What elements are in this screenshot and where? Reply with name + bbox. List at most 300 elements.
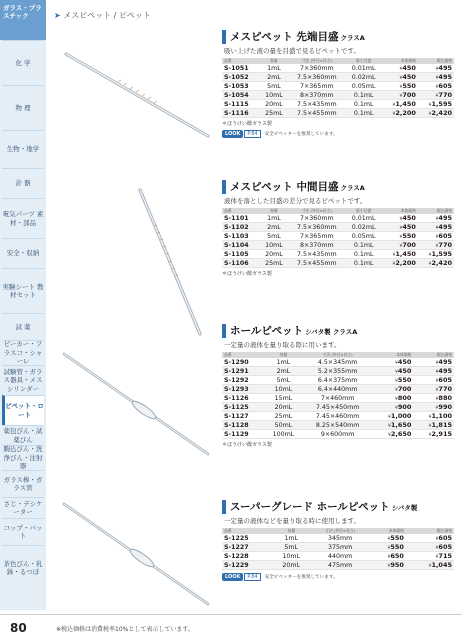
product-size: 7.5×435mm bbox=[288, 100, 345, 109]
table-header-cell: 品番 bbox=[222, 352, 264, 358]
tax-price-cell bbox=[413, 421, 454, 430]
yen-sign: ¥ bbox=[428, 262, 432, 267]
sidebar-item[interactable] bbox=[2, 268, 44, 313]
sidebar-item-label: ピペット・ロート bbox=[5, 402, 44, 419]
table-row bbox=[222, 367, 454, 376]
tax-price-value: 2,915 bbox=[431, 430, 452, 438]
tax-price-value: 495 bbox=[438, 367, 452, 375]
price-value: 650 bbox=[390, 552, 404, 560]
tax-price-cell bbox=[418, 259, 454, 268]
product-volume: 1mL bbox=[272, 534, 310, 543]
yen-sign: ¥ bbox=[435, 397, 439, 402]
product-volume: 100mL bbox=[264, 430, 302, 439]
yen-sign: ¥ bbox=[435, 94, 439, 99]
table-row bbox=[222, 561, 454, 570]
table-header-cell: 品番 bbox=[222, 58, 260, 64]
price-value: 550 bbox=[402, 232, 416, 240]
price-value: 1,650 bbox=[390, 421, 412, 429]
product-volume: 25mL bbox=[260, 259, 288, 268]
sidebar-item[interactable] bbox=[2, 40, 44, 85]
material-note: ＊ほうけい酸ガラス製 bbox=[222, 121, 272, 127]
tax-price-value: 495 bbox=[438, 358, 452, 366]
section-title-text: ホールピペット bbox=[230, 325, 304, 337]
product-size: 7.5×455mm bbox=[288, 259, 345, 268]
look-page-link[interactable]: P.84 bbox=[244, 130, 260, 138]
table-header-cell: 税込価格 bbox=[406, 528, 454, 534]
table-header-cell: 最小目盛 bbox=[345, 208, 381, 214]
price-cell bbox=[373, 394, 414, 403]
look-text: 安全ピペッターを推奨しています。 bbox=[264, 132, 338, 137]
section-title bbox=[222, 180, 454, 194]
product-volume: 5mL bbox=[264, 376, 302, 385]
product-code: S-1126 bbox=[222, 394, 264, 403]
section-title bbox=[222, 500, 454, 514]
product-code: S-1229 bbox=[222, 561, 272, 570]
product-size: 9×600mm bbox=[302, 430, 372, 439]
breadcrumb-arrow-icon: ➤ bbox=[54, 11, 64, 20]
section-description: 一定量の液体などを量り取る時に使用します。 bbox=[224, 517, 360, 525]
product-size: 7×360mm bbox=[288, 214, 345, 223]
product-volume: 1mL bbox=[264, 358, 302, 367]
price-value: 550 bbox=[397, 376, 412, 384]
price-value: 900 bbox=[397, 403, 412, 411]
sidebar-item-label: ガラス棒・ガラス管 bbox=[3, 475, 43, 492]
yen-sign: ¥ bbox=[435, 217, 439, 222]
sidebar-item[interactable] bbox=[2, 470, 44, 497]
price-cell bbox=[373, 385, 414, 394]
tax-price-value: 495 bbox=[438, 223, 452, 231]
sidebar-item[interactable] bbox=[2, 238, 44, 268]
yen-sign: ¥ bbox=[387, 424, 391, 429]
graduated-pipette-middle-illustration bbox=[136, 186, 216, 341]
product-size: 345mm bbox=[310, 534, 370, 543]
product-size: 5.2×355mm bbox=[302, 367, 372, 376]
product-volume: 20mL bbox=[264, 403, 302, 412]
tax-price-value: 495 bbox=[438, 73, 452, 81]
yen-sign: ¥ bbox=[428, 112, 432, 117]
table-header-cell: 本体価格 bbox=[370, 528, 406, 534]
product-size: 8.25×540mm bbox=[302, 421, 372, 430]
page-number: 80 bbox=[10, 621, 27, 635]
yen-sign: ¥ bbox=[399, 94, 403, 99]
price-cell bbox=[382, 109, 418, 118]
material-note: ＊ほうけい酸ガラス製 bbox=[222, 271, 272, 277]
product-volume: 10mL bbox=[272, 552, 310, 561]
table-row bbox=[222, 241, 454, 250]
tax-price-cell bbox=[413, 394, 454, 403]
product-code: S-1051 bbox=[222, 64, 260, 73]
graduated-pipette-tip-illustration bbox=[60, 50, 220, 140]
tax-price-value: 1,595 bbox=[431, 250, 452, 258]
price-value: 550 bbox=[402, 82, 416, 90]
table-header-cell: 容量 bbox=[260, 208, 288, 214]
breadcrumb-text: メスピペット / ピペット bbox=[63, 11, 151, 20]
product-code: S-1291 bbox=[222, 367, 264, 376]
tax-price-value: 1,595 bbox=[431, 100, 452, 108]
table-header-cell: 容量 bbox=[272, 528, 310, 534]
tax-price-cell bbox=[418, 64, 454, 73]
price-cell bbox=[370, 552, 406, 561]
yen-sign: ¥ bbox=[435, 85, 439, 90]
table-header-cell: 本体価格 bbox=[382, 58, 418, 64]
product-code: S-1052 bbox=[222, 73, 260, 82]
price-value: 800 bbox=[397, 394, 412, 402]
yen-sign: ¥ bbox=[387, 555, 391, 560]
product-size: 6.4×440mm bbox=[302, 385, 372, 394]
product-code: S-1293 bbox=[222, 385, 264, 394]
yen-sign: ¥ bbox=[387, 415, 391, 420]
tax-price-value: 605 bbox=[438, 232, 452, 240]
tax-price-cell bbox=[406, 534, 454, 543]
table-row bbox=[222, 543, 454, 552]
tax-price-value: 990 bbox=[438, 403, 452, 411]
price-value: 450 bbox=[402, 73, 416, 81]
category-sidebar bbox=[0, 0, 46, 610]
price-value: 450 bbox=[397, 367, 412, 375]
price-value: 2,200 bbox=[395, 109, 416, 117]
price-cell bbox=[382, 223, 418, 232]
tax-price-cell bbox=[418, 73, 454, 82]
product-scale: 0.1mL bbox=[345, 109, 381, 118]
yen-sign: ¥ bbox=[435, 67, 439, 72]
product-table bbox=[222, 208, 454, 268]
price-value: 700 bbox=[402, 241, 416, 249]
yen-sign: ¥ bbox=[399, 85, 403, 90]
price-cell bbox=[373, 403, 414, 412]
sidebar-item[interactable] bbox=[2, 365, 44, 395]
sidebar-item-label: 実験シート 教材セット bbox=[2, 282, 44, 299]
sidebar-item[interactable] bbox=[2, 168, 44, 198]
sidebar-item-label: 計 器 bbox=[15, 179, 31, 188]
table-row bbox=[222, 421, 454, 430]
product-size: 375mm bbox=[310, 543, 370, 552]
yen-sign: ¥ bbox=[394, 361, 398, 366]
sidebar-header: ガラス・プラスチック bbox=[0, 0, 46, 40]
yen-sign: ¥ bbox=[435, 370, 439, 375]
sidebar-item[interactable] bbox=[2, 340, 44, 365]
table-header-cell: 品番 bbox=[222, 208, 260, 214]
product-scale: 0.1mL bbox=[345, 91, 381, 100]
table-row bbox=[222, 403, 454, 412]
sidebar-item-label: ビーカー・フラスコ・シャーレ bbox=[3, 340, 43, 366]
yen-sign: ¥ bbox=[428, 433, 432, 438]
table-header-cell: 品番 bbox=[222, 528, 272, 534]
table-row bbox=[222, 232, 454, 241]
look-reference bbox=[222, 130, 454, 138]
tax-price-value: 770 bbox=[438, 241, 452, 249]
yen-sign: ¥ bbox=[435, 361, 439, 366]
tax-price-cell bbox=[418, 82, 454, 91]
table-row bbox=[222, 259, 454, 268]
product-volume: 2mL bbox=[260, 223, 288, 232]
product-code: S-1115 bbox=[222, 100, 260, 109]
section-title bbox=[222, 324, 454, 338]
tax-price-value: 880 bbox=[438, 394, 452, 402]
look-badge: LOOK bbox=[222, 573, 243, 581]
yen-sign: ¥ bbox=[428, 415, 432, 420]
tax-price-cell bbox=[418, 223, 454, 232]
volumetric-pipette-illustration bbox=[58, 350, 218, 460]
super-grade-pipette-illustration bbox=[58, 500, 218, 610]
product-code: S-1105 bbox=[222, 250, 260, 259]
product-volume: 5mL bbox=[260, 232, 288, 241]
yen-sign: ¥ bbox=[387, 564, 391, 569]
sidebar-item[interactable] bbox=[2, 395, 44, 425]
product-volume: 25mL bbox=[260, 109, 288, 118]
section-title-text: スーパーグレード ホールピペット bbox=[230, 501, 390, 513]
tax-price-cell bbox=[413, 412, 454, 421]
yen-sign: ¥ bbox=[394, 406, 398, 411]
tax-price-cell bbox=[413, 376, 454, 385]
yen-sign: ¥ bbox=[392, 112, 396, 117]
price-cell bbox=[382, 64, 418, 73]
product-size: 440mm bbox=[310, 552, 370, 561]
sidebar-item[interactable] bbox=[2, 518, 44, 545]
product-size: 7.5×455mm bbox=[288, 109, 345, 118]
yen-sign: ¥ bbox=[435, 244, 439, 249]
material-note: ＊ほうけい酸ガラス製 bbox=[222, 442, 272, 448]
product-code: S-1102 bbox=[222, 223, 260, 232]
price-cell bbox=[373, 367, 414, 376]
yen-sign: ¥ bbox=[394, 370, 398, 375]
yen-sign: ¥ bbox=[435, 388, 439, 393]
section-title-text: メスピペット 中間目盛 bbox=[230, 181, 339, 193]
price-cell bbox=[382, 91, 418, 100]
table-header-cell: 容量 bbox=[264, 352, 302, 358]
tax-price-value: 770 bbox=[438, 91, 452, 99]
price-cell bbox=[382, 100, 418, 109]
tax-price-value: 495 bbox=[438, 64, 452, 72]
product-size: 6.4×375mm bbox=[302, 376, 372, 385]
section-description: 一定量の液体を量り取る際に用います。 bbox=[224, 341, 341, 349]
yen-sign: ¥ bbox=[399, 244, 403, 249]
product-scale: 0.1mL bbox=[345, 100, 381, 109]
product-scale: 0.05mL bbox=[345, 232, 381, 241]
table-header-cell: 税込価格 bbox=[418, 208, 454, 214]
product-scale: 0.05mL bbox=[345, 82, 381, 91]
yen-sign: ¥ bbox=[435, 555, 439, 560]
sidebar-item[interactable] bbox=[2, 313, 44, 340]
sidebar-item[interactable] bbox=[2, 545, 44, 590]
product-volume: 10mL bbox=[260, 241, 288, 250]
table-row bbox=[222, 214, 454, 223]
footer-divider bbox=[0, 614, 462, 615]
product-size: 7×460mm bbox=[302, 394, 372, 403]
table-row bbox=[222, 358, 454, 367]
product-scale: 0.01mL bbox=[345, 64, 381, 73]
price-value: 1,000 bbox=[390, 412, 412, 420]
product-code: S-1127 bbox=[222, 412, 264, 421]
product-code: S-1225 bbox=[222, 534, 272, 543]
section-description: 液体を落とした目盛の差分で見るピペットです。 bbox=[224, 197, 367, 205]
product-volume: 1mL bbox=[260, 214, 288, 223]
product-code: S-1103 bbox=[222, 232, 260, 241]
product-size: 4.5×345mm bbox=[302, 358, 372, 367]
tax-price-value: 605 bbox=[438, 82, 452, 90]
product-code: S-1116 bbox=[222, 109, 260, 118]
product-table bbox=[222, 58, 454, 118]
product-code: S-1292 bbox=[222, 376, 264, 385]
price-cell bbox=[382, 73, 418, 82]
yen-sign: ¥ bbox=[387, 537, 391, 542]
look-badge: LOOK bbox=[222, 130, 243, 138]
table-header-cell: 本体価格 bbox=[382, 208, 418, 214]
sidebar-item-label: 物 理 bbox=[15, 103, 31, 112]
product-size: 7.5×360mm bbox=[288, 73, 345, 82]
price-value: 450 bbox=[397, 358, 412, 366]
price-cell bbox=[382, 259, 418, 268]
product-scale: 0.1mL bbox=[345, 250, 381, 259]
sidebar-item[interactable] bbox=[2, 198, 44, 238]
product-volume: 10mL bbox=[264, 385, 302, 394]
section-class-label: クラスA bbox=[340, 184, 365, 192]
table-row bbox=[222, 394, 454, 403]
sidebar-item[interactable] bbox=[2, 130, 44, 168]
product-code: S-1290 bbox=[222, 358, 264, 367]
price-cell bbox=[370, 534, 406, 543]
section-title-text: メスピペット 先端目盛 bbox=[230, 31, 339, 43]
sidebar-item-label: 安全・収納 bbox=[6, 249, 40, 258]
yen-sign: ¥ bbox=[428, 103, 432, 108]
breadcrumb bbox=[54, 10, 151, 21]
tax-price-cell bbox=[413, 358, 454, 367]
section-title bbox=[222, 30, 454, 44]
price-cell bbox=[382, 250, 418, 259]
tax-price-cell bbox=[418, 91, 454, 100]
yen-sign: ¥ bbox=[435, 76, 439, 81]
product-scale: 0.02mL bbox=[345, 223, 381, 232]
price-value: 2,200 bbox=[395, 259, 416, 267]
tax-price-value: 495 bbox=[438, 214, 452, 222]
table-row bbox=[222, 73, 454, 82]
section-class-label: シバタ製 クラスA bbox=[305, 328, 358, 336]
product-size: 7.5×360mm bbox=[288, 223, 345, 232]
look-reference bbox=[222, 573, 454, 581]
product-size: 7×360mm bbox=[288, 64, 345, 73]
yen-sign: ¥ bbox=[399, 217, 403, 222]
yen-sign: ¥ bbox=[399, 67, 403, 72]
price-value: 950 bbox=[390, 561, 404, 569]
table-row bbox=[222, 250, 454, 259]
sidebar-item[interactable] bbox=[2, 85, 44, 130]
product-volume: 20mL bbox=[272, 561, 310, 570]
product-volume: 5mL bbox=[272, 543, 310, 552]
table-header-cell: 本体価格 bbox=[373, 352, 414, 358]
price-value: 450 bbox=[402, 214, 416, 222]
yen-sign: ¥ bbox=[428, 564, 432, 569]
sidebar-item-label: 生物・地学 bbox=[6, 145, 40, 154]
product-section bbox=[222, 180, 454, 277]
table-row bbox=[222, 430, 454, 439]
product-section bbox=[222, 30, 454, 138]
product-volume: 10mL bbox=[260, 91, 288, 100]
sidebar-item-label: 電気パーツ 素材・部品 bbox=[2, 210, 44, 227]
product-scale: 0.01mL bbox=[345, 214, 381, 223]
sidebar-item-label: 茶色びん・乳鉢・るつぼ bbox=[3, 559, 43, 576]
tax-price-cell bbox=[418, 214, 454, 223]
product-size: 7×365mm bbox=[288, 82, 345, 91]
price-value: 2,650 bbox=[390, 430, 412, 438]
product-size: 7.45×450mm bbox=[302, 403, 372, 412]
product-size: 8×370mm bbox=[288, 91, 345, 100]
table-row bbox=[222, 385, 454, 394]
product-code: S-1104 bbox=[222, 241, 260, 250]
price-cell bbox=[370, 543, 406, 552]
tax-note: ※税込価格は消費税率10%として表示しています。 bbox=[56, 626, 194, 633]
product-code: S-1054 bbox=[222, 91, 260, 100]
price-cell bbox=[382, 241, 418, 250]
price-value: 450 bbox=[402, 223, 416, 231]
tax-price-value: 605 bbox=[438, 543, 452, 551]
table-header-cell: 寸法 (外径×長さ) bbox=[288, 208, 345, 214]
sidebar-item[interactable] bbox=[2, 445, 44, 470]
table-row bbox=[222, 552, 454, 561]
sidebar-item[interactable] bbox=[2, 425, 44, 445]
table-row bbox=[222, 64, 454, 73]
price-value: 550 bbox=[390, 543, 404, 551]
yen-sign: ¥ bbox=[435, 546, 439, 551]
price-cell bbox=[373, 376, 414, 385]
product-volume: 5mL bbox=[260, 82, 288, 91]
product-scale: 0.1mL bbox=[345, 259, 381, 268]
tax-price-cell bbox=[413, 430, 454, 439]
tax-price-cell bbox=[413, 385, 454, 394]
table-header-cell: 寸法 (外径×長さ) bbox=[302, 352, 372, 358]
table-header-cell: 寸法 (外径×長さ) bbox=[288, 58, 345, 64]
yen-sign: ¥ bbox=[435, 226, 439, 231]
product-code: S-1125 bbox=[222, 403, 264, 412]
tax-price-cell bbox=[418, 100, 454, 109]
yen-sign: ¥ bbox=[387, 433, 391, 438]
yen-sign: ¥ bbox=[387, 546, 391, 551]
yen-sign: ¥ bbox=[394, 379, 398, 384]
yen-sign: ¥ bbox=[435, 537, 439, 542]
section-class-label: クラスA bbox=[340, 34, 365, 42]
price-cell bbox=[373, 430, 414, 439]
tax-price-value: 605 bbox=[438, 376, 452, 384]
price-value: 550 bbox=[390, 534, 404, 542]
table-header-cell: 寸法 (外径×長さ) bbox=[310, 528, 370, 534]
price-value: 1,450 bbox=[395, 100, 416, 108]
product-size: 8×370mm bbox=[288, 241, 345, 250]
product-size: 7.45×460mm bbox=[302, 412, 372, 421]
product-code: S-1228 bbox=[222, 552, 272, 561]
section-class-label: シバタ製 bbox=[391, 504, 418, 512]
look-page-link[interactable]: P.84 bbox=[244, 573, 260, 581]
tax-price-cell bbox=[406, 543, 454, 552]
table-header-cell: 容量 bbox=[260, 58, 288, 64]
price-cell bbox=[373, 358, 414, 367]
table-row bbox=[222, 91, 454, 100]
tax-price-cell bbox=[406, 561, 454, 570]
product-section bbox=[222, 324, 454, 448]
product-code: S-1106 bbox=[222, 259, 260, 268]
sidebar-item-label: 駒込びん・洗浄びん・注射器 bbox=[3, 445, 43, 471]
product-code: S-1101 bbox=[222, 214, 260, 223]
price-value: 700 bbox=[397, 385, 412, 393]
yen-sign: ¥ bbox=[435, 235, 439, 240]
tax-price-cell bbox=[413, 367, 454, 376]
yen-sign: ¥ bbox=[392, 262, 396, 267]
sidebar-item[interactable] bbox=[2, 497, 44, 518]
product-volume: 20mL bbox=[260, 100, 288, 109]
tax-price-value: 605 bbox=[438, 534, 452, 542]
yen-sign: ¥ bbox=[428, 424, 432, 429]
product-code: S-1053 bbox=[222, 82, 260, 91]
tax-price-cell bbox=[418, 232, 454, 241]
price-cell bbox=[382, 232, 418, 241]
yen-sign: ¥ bbox=[399, 76, 403, 81]
